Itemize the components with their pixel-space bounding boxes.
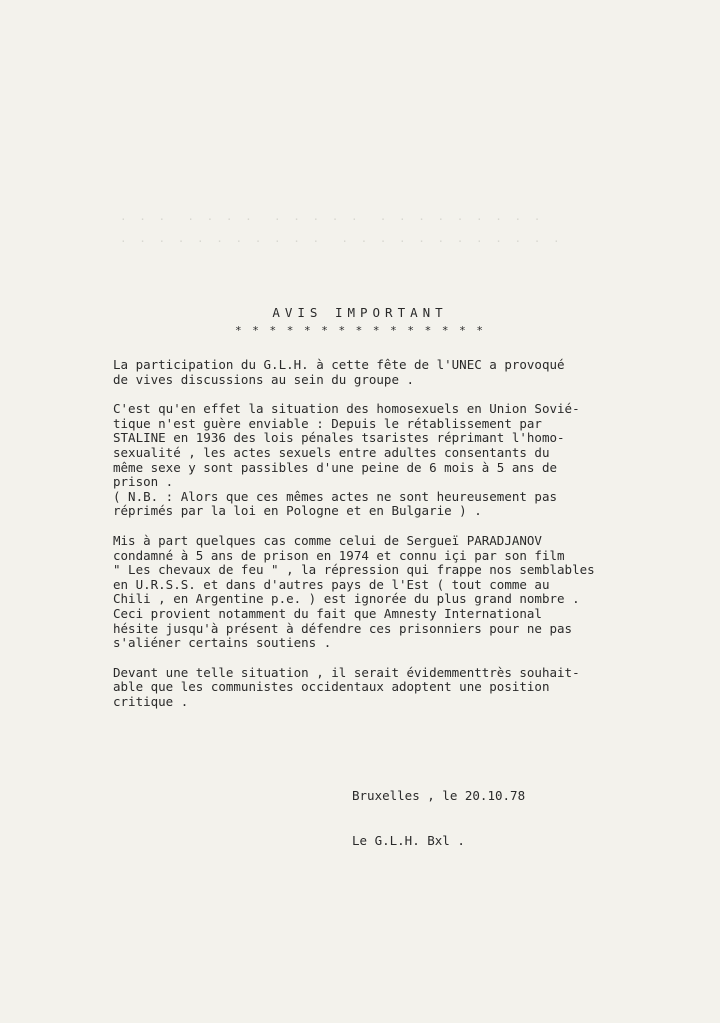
paragraph-1 (113, 358, 613, 387)
text-line: s'aliéner certains soutiens . (113, 635, 332, 651)
text-line: tique n'est guère enviable : Depuis le rétablissement par (113, 415, 542, 431)
text-line: STALINE en 1936 des lois pénales tsaristes réprimant l'homo- (113, 430, 565, 446)
text-line: hésite jusqu'à présent à défendre ces prisonniers pour ne pas (113, 620, 573, 636)
text-line: critique . (113, 693, 189, 709)
text-line: C'est qu'en effet la situation des homosexuels en Union Sovié- (113, 401, 580, 417)
text-line: ( N.B. : Alors que ces mêmes actes ne sont heureusement pas (113, 488, 558, 504)
text-line: Chili , en Argentine p.e. ) est ignorée du plus grand nombre . (113, 591, 580, 607)
text-line: même sexe y sont passibles d'une peine de 6 mois à 5 ans de (113, 459, 558, 475)
paragraph-3 (113, 534, 613, 651)
text-line: prison . (113, 474, 174, 490)
text-line: able que les communistes occidentaux adoptent une position (113, 679, 550, 695)
paragraph-2 (113, 402, 613, 519)
show-through-text: . . . . . . . . . . . . . . . . . . . . . . . (120, 232, 563, 245)
text-line: condamné à 5 ans de prison en 1974 et connu içi par son film (113, 547, 565, 563)
signature-author: Le G.L.H. Bxl . (352, 833, 465, 848)
text-line: en U.R.S.S. et dans d'autres pays de l'Est ( tout comme au (113, 576, 550, 592)
paragraph-4 (113, 666, 613, 710)
text-line: de vives discussions au sein du groupe . (113, 371, 415, 387)
show-through-text: . . . . . . . . . . . . . . . . . . . . . (120, 210, 544, 223)
notice-title: AVIS IMPORTANT (272, 305, 448, 320)
text-line: Ceci provient notamment du fait que Amnesty International (113, 605, 542, 621)
title-underline-stars: * * * * * * * * * * * * * * * (234, 324, 486, 337)
text-line: " Les chevaux de feu " , la répression qui frappe nos semblables (113, 562, 595, 578)
text-line: sexualité , les actes sexuels entre adultes consentants du (113, 444, 550, 460)
text-line: Mis à part quelques cas comme celui de Sergueï PARADJANOV (113, 532, 542, 548)
letter-body (113, 358, 613, 724)
place-date: Bruxelles , le 20.10.78 (352, 788, 526, 803)
text-line: Devant une telle situation , il serait évidemmenttrès souhait- (113, 664, 580, 680)
text-line: réprimés par la loi en Pologne et en Bulgarie ) . (113, 503, 482, 519)
text-line: La participation du G.L.H. à cette fête de l'UNEC a provoqué (113, 357, 565, 372)
